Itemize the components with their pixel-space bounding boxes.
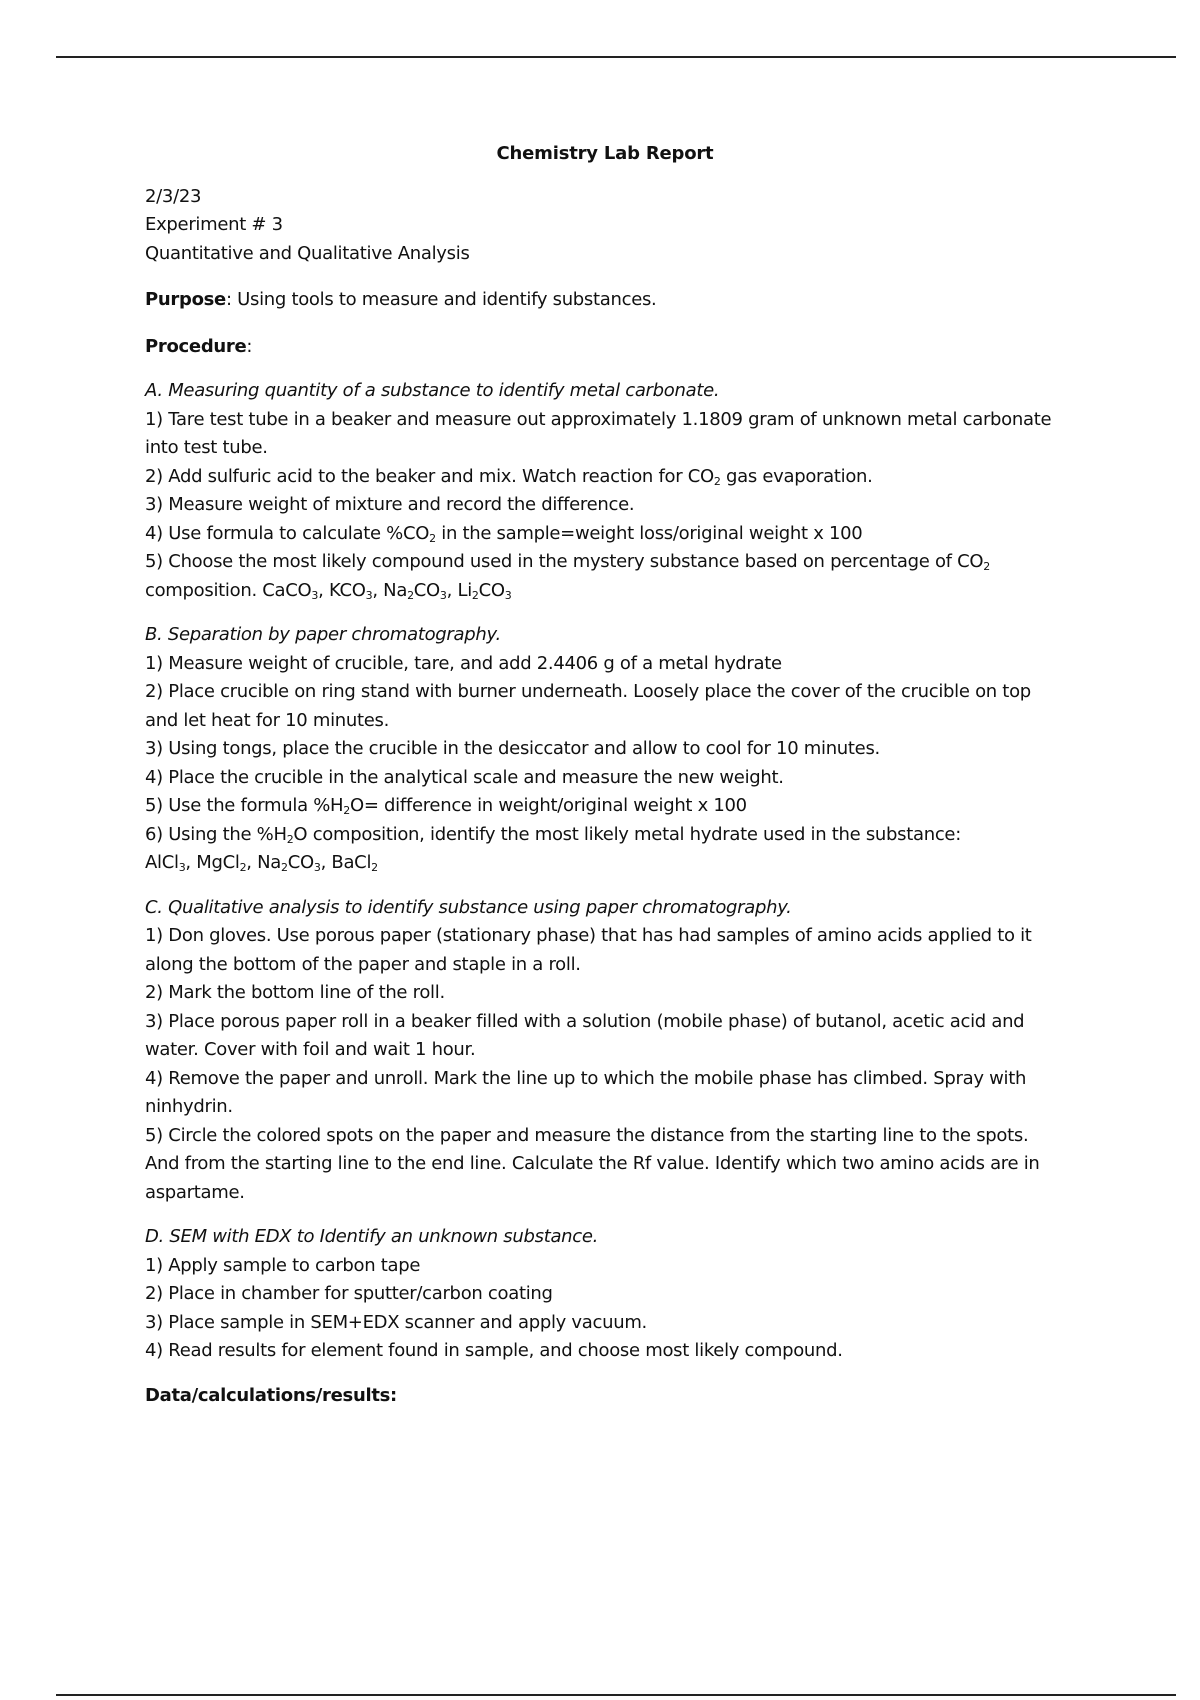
section-d-step-3: 3) Place sample in SEM+EDX scanner and apply vacuum. — [145, 1311, 647, 1333]
subscript: 3 — [504, 588, 512, 602]
compound-text: , BaCl — [320, 852, 372, 873]
page-title: Chemistry Lab Report — [496, 143, 714, 164]
compound-text: CO — [287, 852, 314, 873]
section-c — [145, 894, 1065, 1208]
section-a-step-3: 3) Measure weight of mixture and record the difference. — [145, 494, 635, 515]
section-c-step-1: 1) Don gloves. Use porous paper (stationary phase) that has had samples of amino acids applied to it along the bottom of the paper and staple in a roll. — [145, 925, 1032, 975]
section-b-step-6-tail: O composition, identify the most likely metal hydrate used in the substance: — [293, 823, 961, 845]
subscript: 2 — [343, 804, 350, 817]
bottom-rule — [56, 1694, 1176, 1696]
subscript: 3 — [439, 588, 447, 602]
report-date: 2/3/23 — [145, 185, 202, 207]
compound-text: , Li — [446, 579, 472, 601]
subscript: 2 — [983, 560, 990, 573]
section-b-step-2: 2) Place crucible on ring stand with burner underneath. Loosely place the cover of the crucible on top and let heat for 10 minutes. — [145, 681, 1031, 731]
purpose-label: Purpose — [145, 289, 226, 310]
procedure-colon: : — [246, 335, 253, 357]
compound-text: AlCl — [145, 852, 179, 873]
experiment-subtitle: Quantitative and Qualitative Analysis — [145, 242, 470, 264]
section-c-step-3: 3) Place porous paper roll in a beaker filled with a solution (mobile phase) of butanol, acetic acid and water. Cover with foil and wait 1 hour. — [145, 1010, 1025, 1060]
header-block — [145, 183, 1065, 269]
section-a-step-1: 1) Tare test tube in a beaker and measure out approximately 1.1809 gram of unknown metal carbonate into test tube. — [145, 408, 1052, 458]
document-body — [145, 140, 1065, 1410]
section-b-step-4: 4) Place the crucible in the analytical scale and measure the new weight. — [145, 766, 784, 788]
subscript: 2 — [713, 474, 721, 488]
section-c-heading: C. Qualitative analysis to identify substance using paper chromatography. — [145, 896, 792, 918]
purpose-text: : Using tools to measure and identify substances. — [225, 289, 657, 310]
subscript: 2 — [407, 588, 414, 602]
section-a-heading: A. Measuring quantity of a substance to identify metal carbonate. — [145, 380, 720, 401]
section-b — [145, 621, 1065, 878]
section-d-heading: D. SEM with EDX to Identify an unknown substance. — [145, 1226, 599, 1247]
section-a-step-2-text: 2) Add sulfuric acid to the beaker and mix. Watch reaction for CO — [145, 465, 714, 487]
section-d — [145, 1223, 1065, 1366]
section-b-step-5 — [145, 792, 1065, 821]
compound-text: CO — [413, 579, 440, 601]
section-d-step-4: 4) Read results for element found in sample, and choose most likely compound. — [145, 1340, 843, 1361]
section-b-step-5-tail: O= difference in weight/original weight x 100 — [349, 795, 747, 816]
subscript: 3 — [178, 861, 186, 874]
section-c-step-4: 4) Remove the paper and unroll. Mark the line up to which the mobile phase has climbed. Spray with ninhydrin. — [145, 1067, 1027, 1117]
section-a-step-5 — [145, 548, 1065, 605]
section-a-step-5-line2: composition. CaCO — [145, 579, 312, 601]
top-rule — [56, 56, 1176, 58]
section-c-step-2: 2) Mark the bottom line of the roll. — [145, 982, 445, 1003]
subscript: 3 — [311, 588, 319, 602]
subscript: 2 — [239, 861, 247, 874]
subscript: 2 — [286, 832, 294, 846]
compound-text: , MgCl — [185, 852, 240, 873]
section-b-step-6-text: 6) Using the %H — [145, 823, 287, 845]
compound-text: , KCO — [318, 579, 366, 601]
section-c-step-5: 5) Circle the colored spots on the paper and measure the distance from the starting line to the spots. And from the starting line to the end line. Calculate the Rf value. Identify which two amino acids are in aspartame. — [145, 1124, 1040, 1203]
section-b-step-3: 3) Using tongs, place the crucible in the desiccator and allow to cool for 10 minutes. — [145, 738, 880, 759]
section-a — [145, 377, 1065, 605]
data-results-heading: Data/calculations/results: — [145, 1384, 397, 1406]
subscript: 2 — [471, 588, 479, 602]
compound-text: , Na — [372, 579, 408, 601]
section-d-step-1: 1) Apply sample to carbon tape — [145, 1254, 421, 1276]
section-b-step-6 — [145, 821, 1065, 878]
subscript: 3 — [313, 861, 321, 874]
purpose-paragraph — [145, 286, 1065, 315]
section-b-heading: B. Separation by paper chromatography. — [145, 624, 501, 645]
subscript: 2 — [281, 861, 288, 874]
compound-text: , Na — [246, 852, 282, 873]
section-a-step-4-text: 4) Use formula to calculate %CO — [145, 522, 430, 544]
subscript: 2 — [371, 861, 378, 874]
section-b-step-1: 1) Measure weight of crucible, tare, and add 2.4406 g of a metal hydrate — [145, 652, 782, 674]
compound-text: CO — [478, 579, 505, 601]
section-a-step-2-tail: gas evaporation. — [720, 465, 873, 487]
procedure-heading — [145, 333, 1065, 362]
subscript: 2 — [429, 531, 436, 545]
section-a-step-4 — [145, 520, 1065, 549]
section-b-step-5-text: 5) Use the formula %H — [145, 795, 344, 816]
subscript: 3 — [365, 588, 373, 602]
section-a-step-5-text: 5) Choose the most likely compound used in the mystery substance based on percentage of CO — [145, 551, 984, 572]
procedure-label: Procedure — [145, 335, 247, 357]
section-d-step-2: 2) Place in chamber for sputter/carbon coating — [145, 1283, 553, 1304]
section-a-step-2 — [145, 463, 1065, 492]
experiment-number: Experiment # 3 — [145, 214, 283, 235]
section-a-step-4-tail: in the sample=weight loss/original weight x 100 — [435, 522, 863, 544]
